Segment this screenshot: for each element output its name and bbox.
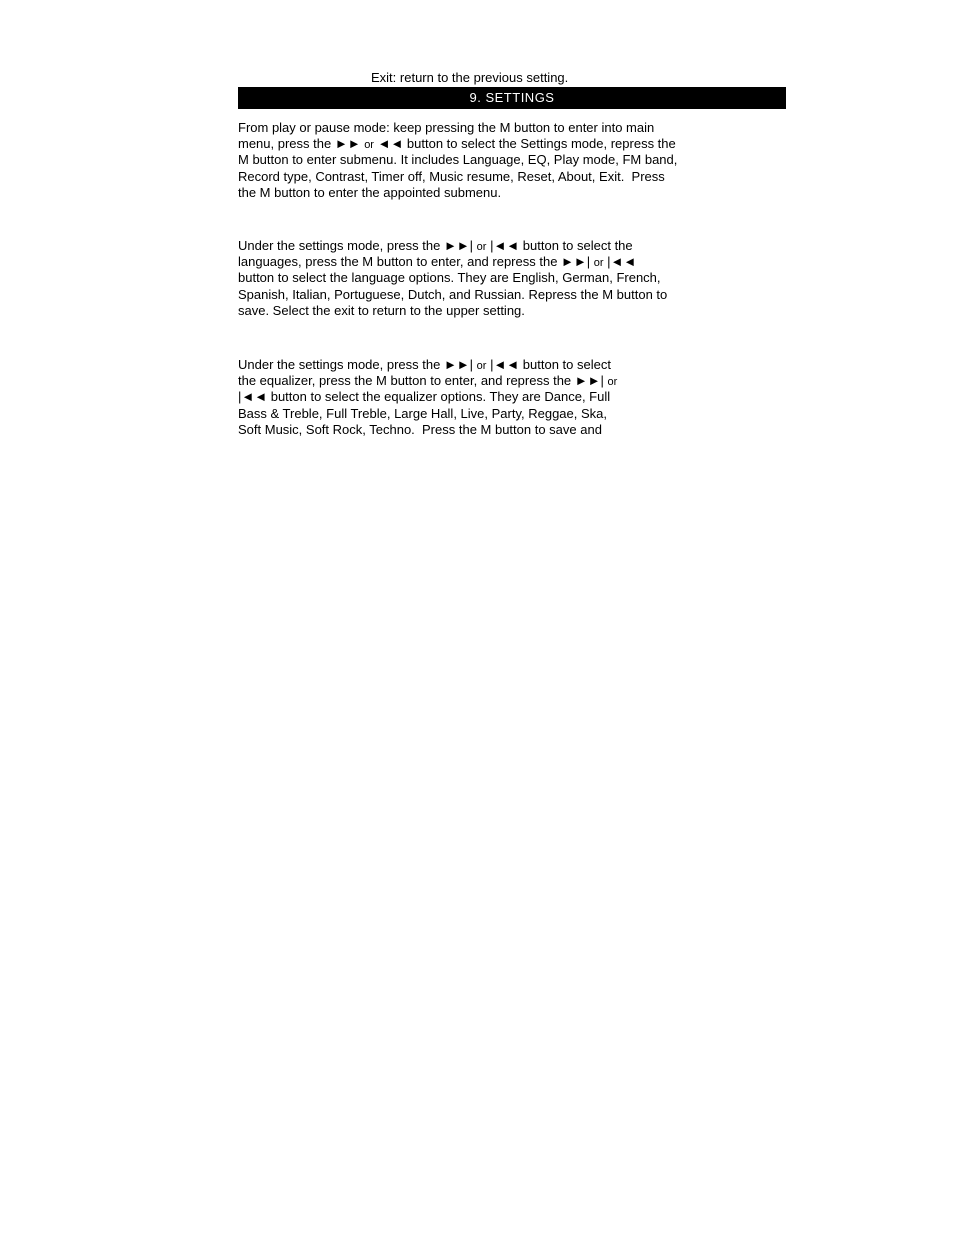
text-fragment: Spanish, Italian, Portuguese, Dutch, and Russian. Repress the M button to bbox=[238, 286, 668, 302]
text-line bbox=[238, 422, 617, 438]
text-fragment-small: or bbox=[607, 376, 618, 389]
text-fragment: the M button to enter the appointed submenu. bbox=[238, 184, 502, 200]
text-fragment: languages, press the M button to enter, and repress the ►►| bbox=[238, 254, 594, 270]
text-fragment-small: or bbox=[364, 139, 374, 152]
exit-instruction: Exit: return to the previous setting. bbox=[371, 70, 569, 85]
text-line bbox=[238, 389, 617, 405]
paragraph-equalizer bbox=[238, 357, 617, 438]
text-line bbox=[238, 136, 677, 152]
text-fragment-small: or bbox=[476, 241, 487, 253]
text-fragment: |◄◄ button to select bbox=[486, 357, 611, 372]
text-fragment: menu, press the ►► bbox=[238, 136, 365, 152]
section-heading-settings: 9. SETTINGS bbox=[238, 87, 786, 109]
text-fragment: |◄◄ bbox=[603, 254, 637, 270]
text-line bbox=[238, 120, 677, 136]
text-fragment: the equalizer, press the M button to enter, and repress the ►►| bbox=[238, 373, 608, 389]
text-line bbox=[238, 152, 677, 168]
text-fragment: |◄◄ button to select the equalizer options. They are Dance, Full bbox=[238, 389, 611, 405]
text-line bbox=[238, 406, 617, 422]
text-line bbox=[238, 270, 667, 286]
text-line bbox=[238, 185, 677, 201]
text-fragment-small: or bbox=[476, 360, 487, 372]
text-fragment: Soft Music, Soft Rock, Techno. Press the M button to save and bbox=[238, 421, 602, 437]
text-line bbox=[238, 357, 617, 373]
text-fragment: |◄◄ button to select the bbox=[486, 238, 633, 253]
text-fragment: Bass & Treble, Full Treble, Large Hall, Live, Party, Reggae, Ska, bbox=[238, 405, 607, 421]
text-fragment: ◄◄ button to select the Settings mode, repress the bbox=[373, 136, 676, 152]
text-line bbox=[238, 287, 667, 303]
text-line bbox=[238, 303, 667, 319]
text-line bbox=[238, 254, 667, 270]
text-fragment: Under the settings mode, press the ►►| bbox=[238, 357, 477, 372]
text-fragment-small: or bbox=[593, 257, 604, 270]
paragraph-settings-intro bbox=[238, 120, 677, 201]
text-fragment: save. Select the exit to return to the upper setting. bbox=[238, 302, 525, 318]
text-fragment: From play or pause mode: keep pressing the M button to enter into main bbox=[238, 120, 655, 135]
text-fragment: M button to enter submenu. It includes Language, EQ, Play mode, FM band, bbox=[238, 152, 678, 168]
paragraph-language bbox=[238, 238, 667, 319]
text-fragment: Under the settings mode, press the ►►| bbox=[238, 238, 477, 253]
text-fragment: Record type, Contrast, Timer off, Music resume, Reset, About, Exit. Press bbox=[238, 168, 665, 184]
text-line bbox=[238, 373, 617, 389]
text-line bbox=[238, 169, 677, 185]
text-fragment: button to select the language options. They are English, German, French, bbox=[238, 270, 661, 286]
text-line bbox=[238, 238, 667, 254]
